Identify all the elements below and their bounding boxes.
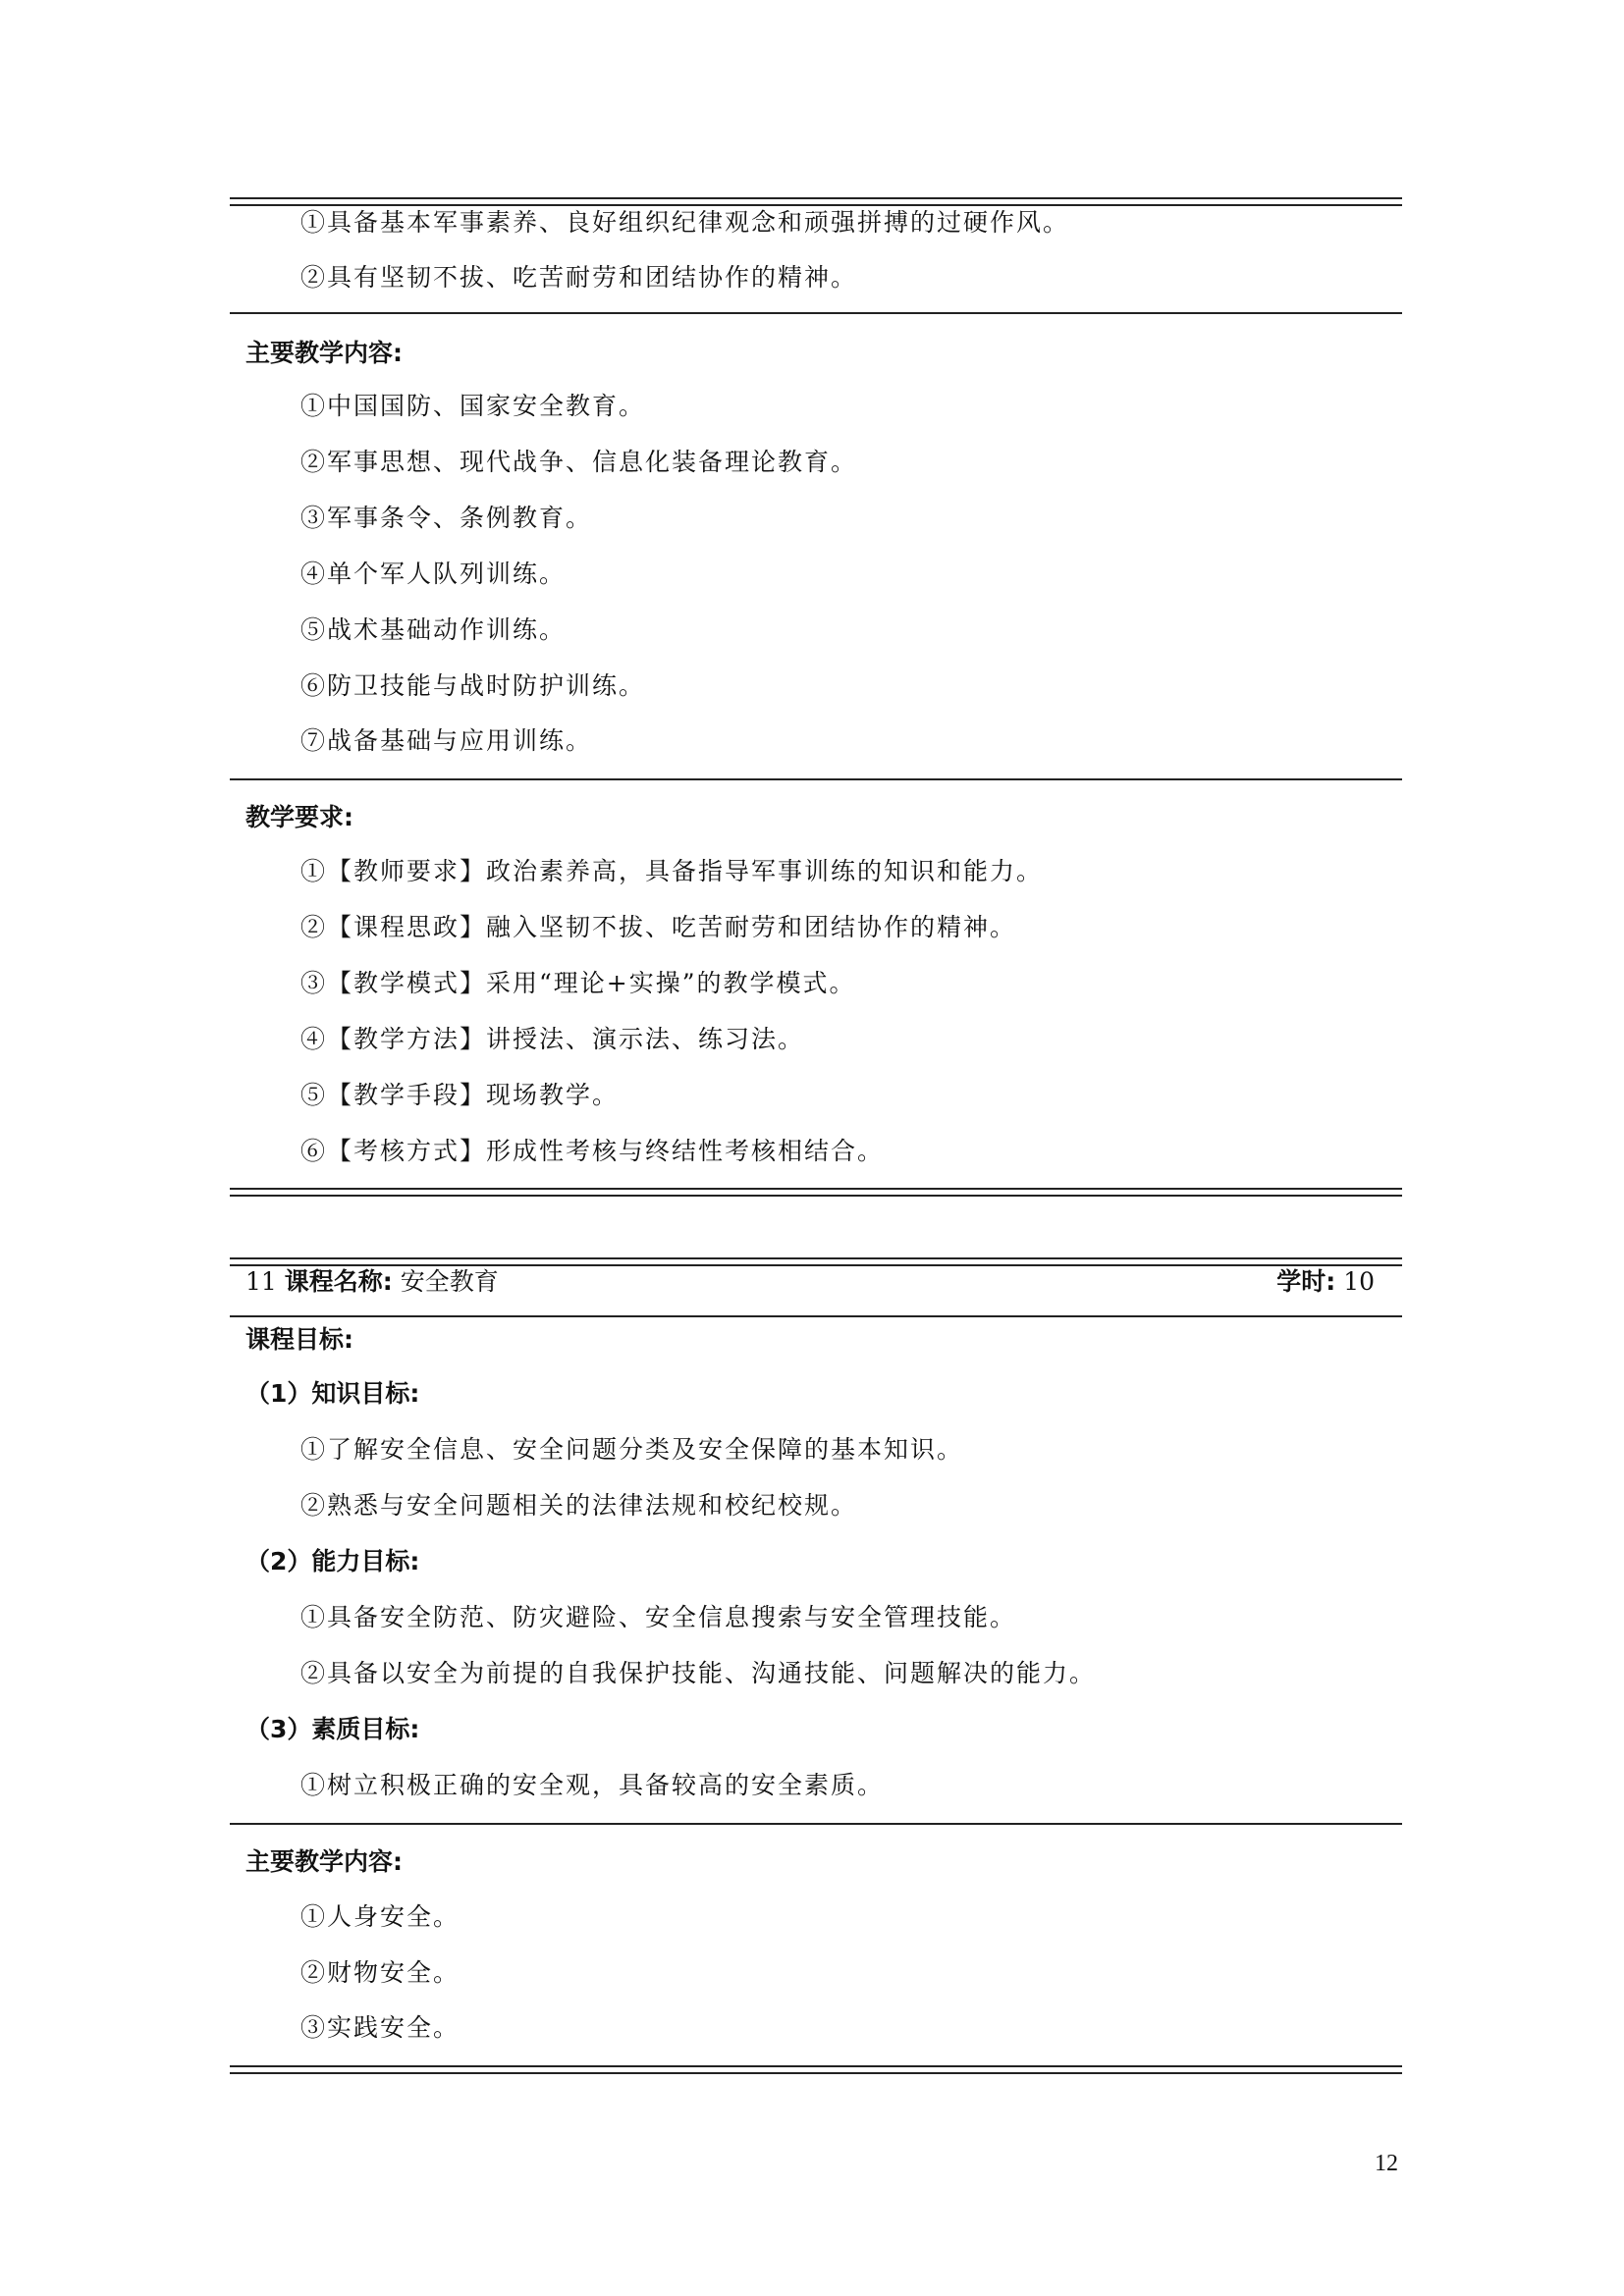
content-item: ⑦战备基础与应用训练。 xyxy=(300,726,593,755)
page-number: 12 xyxy=(1375,2151,1398,2176)
course-number: 11 xyxy=(245,1267,277,1296)
table-top-rule xyxy=(230,1257,1402,1266)
knowledge-item: ②熟悉与安全问题相关的法律法规和校纪校规。 xyxy=(300,1491,858,1520)
hours-label: 学时: xyxy=(1276,1267,1336,1296)
requirement-item: ④【教学方法】讲授法、演示法、练习法。 xyxy=(300,1025,805,1053)
section-divider xyxy=(230,778,1402,780)
content-item: ②财物安全。 xyxy=(300,1958,460,1987)
ability-heading: （2）能力目标: xyxy=(245,1547,420,1575)
content-item: ①人身安全。 xyxy=(300,1902,460,1931)
requirement-item: ①【教师要求】政治素养高，具备指导军事训练的知识和能力。 xyxy=(300,857,1044,885)
quality-item: ②具有坚韧不拔、吃苦耐劳和团结协作的精神。 xyxy=(300,263,858,292)
content-heading: 主要教学内容: xyxy=(245,1847,403,1876)
content-item: ②军事思想、现代战争、信息化装备理论教育。 xyxy=(300,448,858,476)
table-bottom-rule xyxy=(230,1188,1402,1197)
content-item: ⑥防卫技能与战时防护训练。 xyxy=(300,671,646,700)
table-bottom-rule xyxy=(230,2065,1402,2074)
course-hours xyxy=(1276,1266,1375,1298)
requirements-heading: 教学要求: xyxy=(245,803,353,831)
section-divider xyxy=(230,1823,1402,1825)
requirement-item: ⑥【考核方式】形成性考核与终结性考核相结合。 xyxy=(300,1137,885,1165)
quality-item: ①具备基本军事素养、良好组织纪律观念和顽强拼搏的过硬作风。 xyxy=(300,208,1070,237)
knowledge-heading: （1）知识目标: xyxy=(245,1379,420,1408)
section-divider xyxy=(230,1315,1402,1317)
quality-item: ①树立积极正确的安全观，具备较高的安全素质。 xyxy=(300,1771,885,1799)
content-item: ①中国国防、国家安全教育。 xyxy=(300,392,646,420)
section-divider xyxy=(230,312,1402,314)
content-item: ③军事条令、条例教育。 xyxy=(300,504,593,532)
ability-item: ②具备以安全为前提的自我保护技能、沟通技能、问题解决的能力。 xyxy=(300,1659,1097,1687)
requirement-item: ②【课程思政】融入坚韧不拔、吃苦耐劳和团结协作的精神。 xyxy=(300,913,1017,941)
course-name-label: 课程名称: xyxy=(284,1267,393,1296)
requirement-item: ③【教学模式】采用“理论+实操”的教学模式。 xyxy=(300,969,856,997)
content-heading: 主要教学内容: xyxy=(245,339,403,367)
knowledge-item: ①了解安全信息、安全问题分类及安全保障的基本知识。 xyxy=(300,1435,964,1464)
course-name: 安全教育 xyxy=(400,1267,499,1296)
quality-heading: （3）素质目标: xyxy=(245,1715,420,1743)
goals-heading: 课程目标: xyxy=(245,1325,353,1354)
content-item: ③实践安全。 xyxy=(300,2013,460,2042)
content-item: ⑤战术基础动作训练。 xyxy=(300,615,567,644)
requirement-item: ⑤【教学手段】现场教学。 xyxy=(300,1081,620,1109)
hours-value: 10 xyxy=(1343,1267,1375,1296)
course-header-row xyxy=(245,1266,1375,1298)
ability-item: ①具备安全防范、防灾避险、安全信息搜索与安全管理技能。 xyxy=(300,1603,1017,1631)
content-item: ④单个军人队列训练。 xyxy=(300,560,567,588)
table-top-rule xyxy=(230,197,1402,206)
